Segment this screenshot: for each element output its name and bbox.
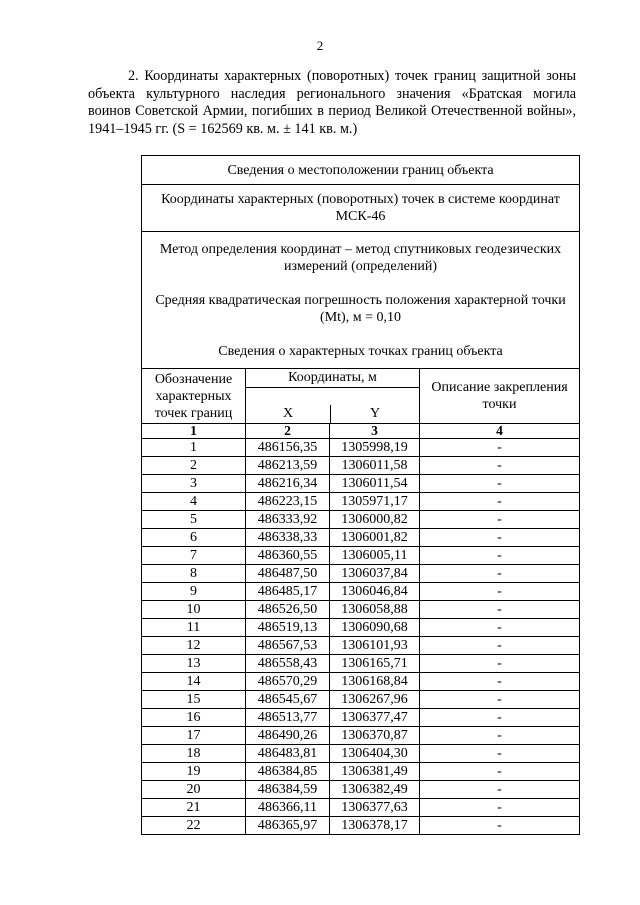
description-cell: - [420,691,580,709]
accuracy-text: Средняя квадратическая погрешность положения характерной точки (Mt), м = 0,10 [155,292,566,325]
table-row [142,655,580,673]
header-y: Y [330,405,419,423]
description-cell: - [420,709,580,727]
header-designation: Обозначение характерных точек границ [142,369,246,424]
x-coordinate-cell: 486567,53 [246,637,330,655]
description-cell: - [420,439,580,457]
method-block [142,232,580,369]
x-coordinate-cell: 486216,34 [246,475,330,493]
y-coordinate-cell: 1306090,68 [330,619,420,637]
points-info-text: Сведения о характерных точках границ объекта [218,343,503,359]
y-coordinate-cell: 1306165,71 [330,655,420,673]
x-coordinate-cell: 486490,26 [246,727,330,745]
x-coordinate-cell: 486487,50 [246,565,330,583]
x-coordinate-cell: 486526,50 [246,601,330,619]
table-row [142,439,580,457]
page-number: 2 [316,38,324,53]
description-cell: - [420,763,580,781]
point-number-cell: 22 [142,817,246,835]
description-cell: - [420,511,580,529]
point-number-cell: 6 [142,529,246,547]
description-cell: - [420,781,580,799]
table-row [142,529,580,547]
description-cell: - [420,457,580,475]
y-coordinate-cell: 1306370,87 [330,727,420,745]
x-coordinate-cell: 486333,92 [246,511,330,529]
x-coordinate-cell: 486384,85 [246,763,330,781]
point-number-cell: 13 [142,655,246,673]
table-row [142,493,580,511]
description-cell: - [420,565,580,583]
y-coordinate-cell: 1306005,11 [330,547,420,565]
x-coordinate-cell: 486213,59 [246,457,330,475]
table-row [142,727,580,745]
x-coordinate-cell: 486519,13 [246,619,330,637]
table-row [142,763,580,781]
point-number-cell: 12 [142,637,246,655]
point-number-cell: 15 [142,691,246,709]
table-row [142,619,580,637]
table-row [142,601,580,619]
y-coordinate-cell: 1306267,96 [330,691,420,709]
table-row [142,709,580,727]
x-coordinate-cell: 486485,17 [246,583,330,601]
header-x: X [282,406,294,421]
point-number-cell: 17 [142,727,246,745]
x-coordinate-cell: 486570,29 [246,673,330,691]
description-cell: - [420,655,580,673]
y-coordinate-cell: 1306377,47 [330,709,420,727]
description-cell: - [420,601,580,619]
point-number-cell: 8 [142,565,246,583]
table-row [142,565,580,583]
point-number-cell: 3 [142,475,246,493]
x-coordinate-cell: 486545,67 [246,691,330,709]
point-number-cell: 10 [142,601,246,619]
x-coordinate-cell: 486483,81 [246,745,330,763]
point-number-cell: 18 [142,745,246,763]
description-cell: - [420,817,580,835]
description-cell: - [420,547,580,565]
x-coordinate-cell: 486338,33 [246,529,330,547]
y-coordinate-cell: 1306377,63 [330,799,420,817]
y-coordinate-cell: 1305971,17 [330,493,420,511]
table-row [142,475,580,493]
x-coordinate-cell: 486156,35 [246,439,330,457]
point-number-cell: 21 [142,799,246,817]
y-coordinate-cell: 1305998,19 [330,439,420,457]
table-row [142,637,580,655]
x-coordinate-cell: 486223,15 [246,493,330,511]
header-description: Описание закрепления точки [420,369,580,424]
x-coordinate-cell: 486384,59 [246,781,330,799]
point-number-cell: 4 [142,493,246,511]
y-coordinate-cell: 1306058,88 [330,601,420,619]
description-cell: - [420,529,580,547]
description-cell: - [420,619,580,637]
column-number: 2 [246,424,330,439]
table-row [142,817,580,835]
point-number-cell: 16 [142,709,246,727]
intro-paragraph: 2. Координаты характерных (поворотных) точек границ защитной зоны объекта культурного наследия регионального значения «Братская могила воинов Советской Армии, погибших в период Великой Отечественной войны», 1941–1945 гг. (S = 162569 кв. м. ± 141 кв. м.) [88,68,576,137]
section-title: Сведения о местоположении границ объекта [142,156,580,185]
x-coordinate-cell: 486513,77 [246,709,330,727]
column-number: 4 [420,424,580,439]
y-coordinate-cell: 1306378,17 [330,817,420,835]
table-row [142,457,580,475]
point-number-cell: 7 [142,547,246,565]
description-cell: - [420,583,580,601]
description-cell: - [420,475,580,493]
x-coordinate-cell: 486366,11 [246,799,330,817]
y-coordinate-cell: 1306101,93 [330,637,420,655]
column-numbers-row [142,424,580,439]
header-coordinates-cell [246,369,420,424]
boundary-coordinates-table [141,155,580,835]
table-row [142,799,580,817]
y-coordinate-cell: 1306404,30 [330,745,420,763]
y-coordinate-cell: 1306011,54 [330,475,420,493]
table-row [142,511,580,529]
point-number-cell: 14 [142,673,246,691]
description-cell: - [420,727,580,745]
y-coordinate-cell: 1306382,49 [330,781,420,799]
coordinate-system-caption: Координаты характерных (поворотных) точек в системе координат МСК-46 [142,185,580,232]
point-number-cell: 20 [142,781,246,799]
description-cell: - [420,799,580,817]
table-row [142,691,580,709]
table-row [142,745,580,763]
x-coordinate-cell: 486558,43 [246,655,330,673]
y-coordinate-cell: 1306168,84 [330,673,420,691]
method-text: Метод определения координат – метод спутниковых геодезических измерений (определений) [159,241,562,274]
point-number-cell: 2 [142,457,246,475]
y-coordinate-cell: 1306001,82 [330,529,420,547]
point-number-cell: 19 [142,763,246,781]
point-number-cell: 11 [142,619,246,637]
table-row [142,583,580,601]
description-cell: - [420,493,580,511]
header-coordinates: Координаты, м [246,369,419,388]
column-number: 3 [330,424,420,439]
column-number: 1 [142,424,246,439]
description-cell: - [420,637,580,655]
x-coordinate-cell: 486360,55 [246,547,330,565]
y-coordinate-cell: 1306037,84 [330,565,420,583]
y-coordinate-cell: 1306381,49 [330,763,420,781]
point-number-cell: 1 [142,439,246,457]
description-cell: - [420,745,580,763]
table-row [142,781,580,799]
point-number-cell: 5 [142,511,246,529]
x-coordinate-cell: 486365,97 [246,817,330,835]
description-cell: - [420,673,580,691]
table-row [142,547,580,565]
y-coordinate-cell: 1306000,82 [330,511,420,529]
y-coordinate-cell: 1306046,84 [330,583,420,601]
y-coordinate-cell: 1306011,58 [330,457,420,475]
point-number-cell: 9 [142,583,246,601]
table-row [142,673,580,691]
